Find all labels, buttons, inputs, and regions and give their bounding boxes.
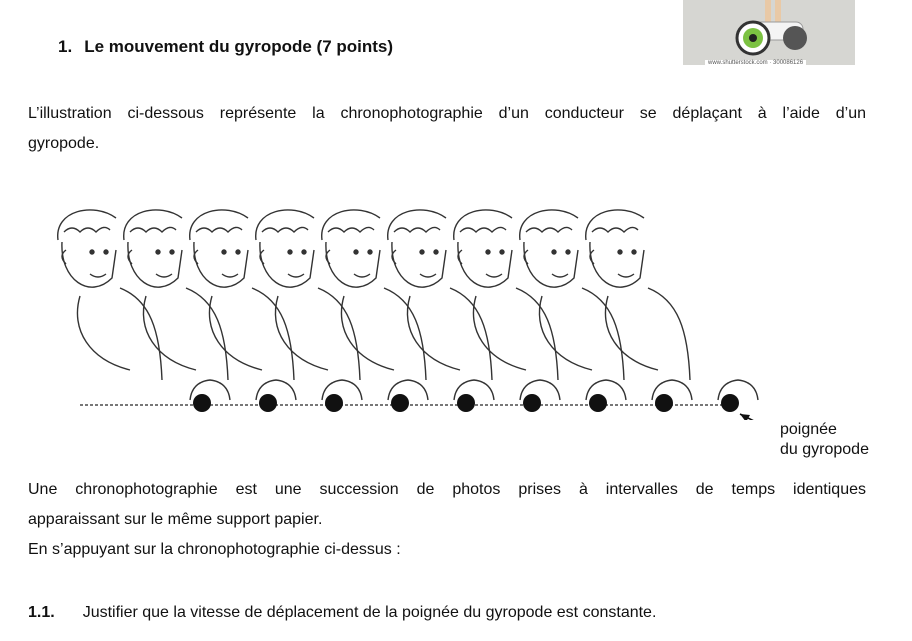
section-title: Le mouvement du gyropode (7 points) — [84, 37, 394, 56]
definition-line-1: Une chronophotographie est une succession de photos prises à intervalles de temps identiques — [28, 481, 866, 498]
definition-paragraph — [28, 475, 866, 565]
chronophotography-figure — [40, 200, 800, 420]
gyropode-photo — [683, 0, 855, 65]
definition-line-2: apparaissant sur le même support papier. — [28, 511, 323, 528]
handle-dot — [721, 394, 739, 412]
handle-dot — [193, 394, 211, 412]
handle-dot — [589, 394, 607, 412]
handle-label-line-1: poignée — [780, 421, 837, 438]
intro-line-1: L’illustration ci-dessous représente la chronophotographie d’un conducteur se déplaçant à l’aide d’un — [28, 105, 866, 122]
handle-dot — [325, 394, 343, 412]
question-1-1 — [28, 604, 656, 622]
intro-line-2: gyropode. — [28, 135, 100, 152]
section-number: 1. — [58, 37, 73, 56]
handle-dot — [457, 394, 475, 412]
section-heading — [58, 37, 393, 57]
rider-silhouette — [586, 210, 758, 400]
handle-dot — [391, 394, 409, 412]
handle-dot — [655, 394, 673, 412]
handle-dot — [259, 394, 277, 412]
handle-label — [780, 420, 869, 460]
intro-paragraph — [28, 99, 866, 159]
handle-label-line-2: du gyropode — [780, 441, 869, 458]
photo-watermark: www.shutterstock.com · 300086126 — [705, 60, 806, 65]
handle-dot — [523, 394, 541, 412]
question-text: Justifier que la vitesse de déplacement de la poignée du gyropode est constante. — [82, 604, 657, 621]
definition-line-3: En s’appuyant sur la chronophotographie ci-dessus : — [28, 541, 401, 558]
question-number: 1.1. — [28, 604, 55, 621]
